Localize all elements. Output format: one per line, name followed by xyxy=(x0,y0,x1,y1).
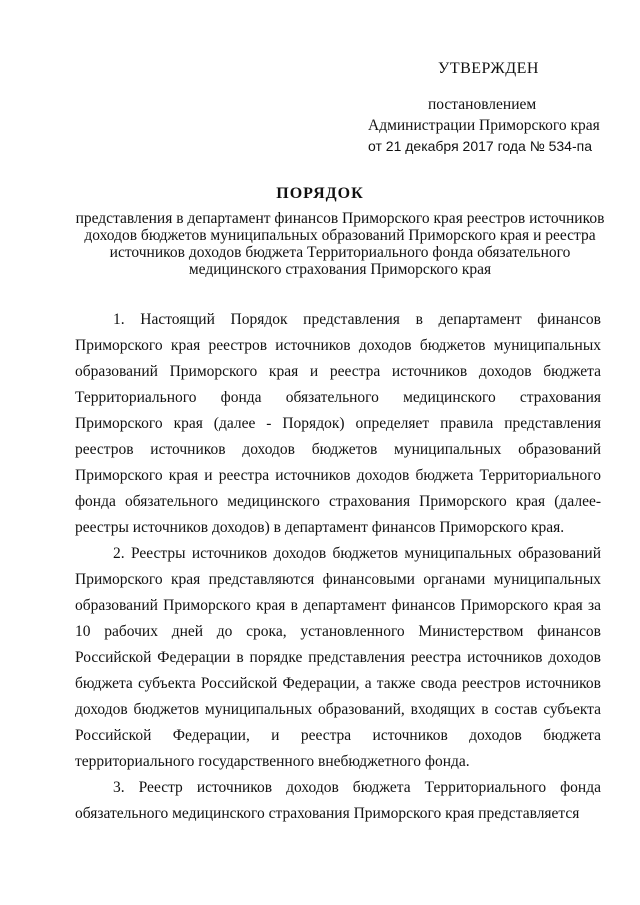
approval-line-date-number: от 21 декабря 2017 года № 534-па xyxy=(368,138,592,154)
paragraph-1: 1. Настоящий Порядок представления в департамент финансов Приморского края реестров источников доходов бюджетов муниципальных образований Приморского края и реестра источников доходов бюджета Территориального фонда обязательного медицинского страхования Приморского края (далее - Порядок) определяет правила представления реестров источников доходов бюджетов муниципальных образований Приморского края и реестра источников доходов бюджета Территориального фонда обязательного медицинского страхования Приморского края (далее- реестры источников доходов) в департамент финансов Приморского края. xyxy=(75,311,601,536)
approval-line-administration: Администрации Приморского края xyxy=(368,117,600,134)
document-body xyxy=(75,307,601,827)
paragraph-2: 2. Реестры источников доходов бюджетов муниципальных образований Приморского края представляются финансовыми органами муниципальных образований Приморского края в департамент финансов Приморского края за 10 рабочих дней до срока, установленного Министерством финансов Российской Федерации в порядке представления реестра источников доходов бюджета субъекта Российской Федерации, а также свода реестров источников доходов бюджетов муниципальных образований, входящих в состав субъекта Российской Федерации, и реестра источников доходов бюджета территориального государственного внебюджетного фонда. xyxy=(75,545,601,770)
document-title: ПОРЯДОК xyxy=(276,185,364,202)
document-subtitle: представления в департамент финансов Приморского края реестров источников доходов бюджетов муниципальных образований Приморского края и реестра источников доходов бюджета Территориального фонда обязательного медицинского страхования Приморского края xyxy=(75,210,605,278)
approval-stamp xyxy=(360,58,610,157)
approval-line-resolution: постановлением xyxy=(428,96,537,113)
paragraph-3: 3. Реестр источников доходов бюджета Территориального фонда обязательного медицинского страхования Приморского края представляется xyxy=(75,779,601,822)
approved-heading: УТВЕРЖДЕН xyxy=(438,60,539,77)
